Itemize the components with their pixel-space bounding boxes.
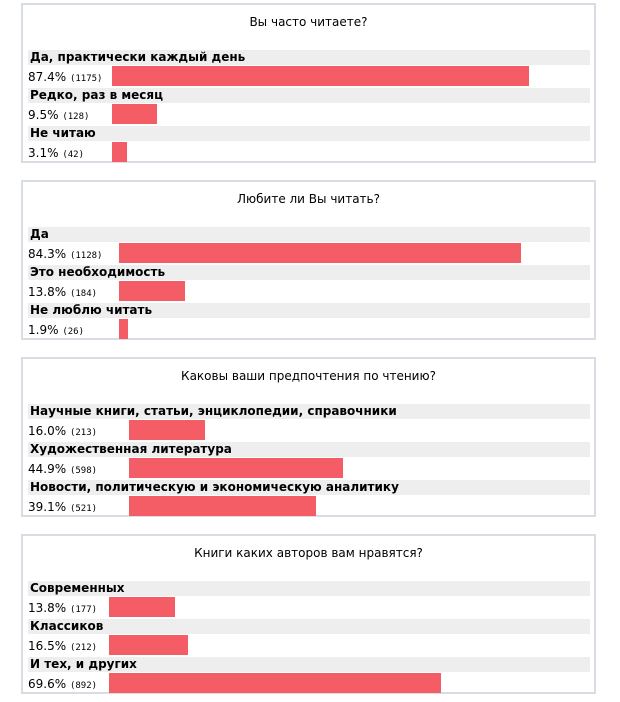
poll-option-count: (26) (62, 327, 85, 337)
poll-option-bar (109, 673, 441, 693)
poll-option-label: Классиков (28, 619, 590, 634)
poll-option-count: (892) (69, 681, 98, 691)
poll-option-bar (129, 458, 343, 478)
poll-panel-3 (21, 357, 596, 517)
poll-question: Вы часто читаете? (249, 15, 368, 29)
poll-option-bar (112, 104, 157, 124)
poll-option-percent: 84.3% (28, 247, 67, 261)
poll-option-bar (109, 635, 188, 655)
poll-option-percent: 16.5% (28, 639, 67, 653)
poll-option-percent: 16.0% (28, 424, 67, 438)
poll-option-bar (119, 243, 521, 263)
poll-option-label: Научные книги, статьи, энциклопедии, справочники (28, 404, 590, 419)
poll-option-label: Это необходимость (28, 265, 590, 280)
poll-panel-2 (21, 180, 596, 340)
poll-option-count: (521) (69, 504, 98, 514)
poll-option-count: (177) (69, 605, 98, 615)
poll-option-stat (28, 247, 102, 264)
poll-option-bar (112, 66, 529, 86)
poll-option-percent: 13.8% (28, 601, 67, 615)
poll-option-count: (212) (69, 643, 98, 653)
poll-option-bar (119, 281, 185, 301)
poll-option-bar (112, 142, 127, 162)
poll-option-stat (28, 70, 102, 87)
poll-option-stat (28, 424, 97, 441)
poll-option-stat (28, 462, 97, 479)
poll-option-label: Новости, политическую и экономическую аналитику (28, 480, 590, 495)
poll-option-label: И тех, и других (28, 657, 590, 672)
poll-option-bar (129, 496, 316, 516)
poll-question: Книги каких авторов вам нравятся? (194, 546, 423, 560)
poll-option-count: (1175) (69, 74, 103, 84)
poll-option-stat (28, 108, 89, 125)
poll-option-stat (28, 677, 97, 694)
poll-option-label: Не читаю (28, 126, 590, 141)
poll-option-bar (129, 420, 205, 440)
poll-option-bar (109, 597, 175, 617)
poll-option-count: (128) (62, 112, 90, 122)
poll-option-stat (28, 601, 97, 618)
poll-option-count: (42) (62, 150, 85, 160)
poll-option-label: Не люблю читать (28, 303, 590, 318)
poll-option-stat (28, 323, 84, 340)
poll-question: Каковы ваши предпочтения по чтению? (181, 369, 436, 383)
poll-option-percent: 44.9% (28, 462, 67, 476)
poll-option-stat (28, 146, 84, 163)
poll-panel-1 (21, 3, 596, 163)
poll-option-stat (28, 639, 97, 656)
poll-option-label: Да, практически каждый день (28, 50, 590, 65)
poll-option-percent: 3.1% (28, 146, 59, 160)
poll-option-percent: 13.8% (28, 285, 67, 299)
poll-option-percent: 69.6% (28, 677, 67, 691)
poll-option-count: (1128) (69, 251, 103, 261)
poll-panel-4 (21, 534, 596, 694)
poll-option-label: Современных (28, 581, 590, 596)
poll-option-label: Редко, раз в месяц (28, 88, 590, 103)
poll-option-count: (598) (69, 466, 98, 476)
poll-option-label: Художественная литература (28, 442, 590, 457)
poll-option-percent: 87.4% (28, 70, 67, 84)
poll-option-stat (28, 285, 97, 302)
poll-question: Любите ли Вы читать? (237, 192, 380, 206)
poll-option-percent: 9.5% (28, 108, 59, 122)
poll-option-bar (119, 319, 128, 339)
poll-option-percent: 1.9% (28, 323, 59, 337)
poll-option-count: (184) (69, 289, 98, 299)
poll-option-percent: 39.1% (28, 500, 67, 514)
poll-option-count: (213) (69, 428, 98, 438)
poll-option-stat (28, 500, 97, 517)
poll-option-label: Да (28, 227, 590, 242)
